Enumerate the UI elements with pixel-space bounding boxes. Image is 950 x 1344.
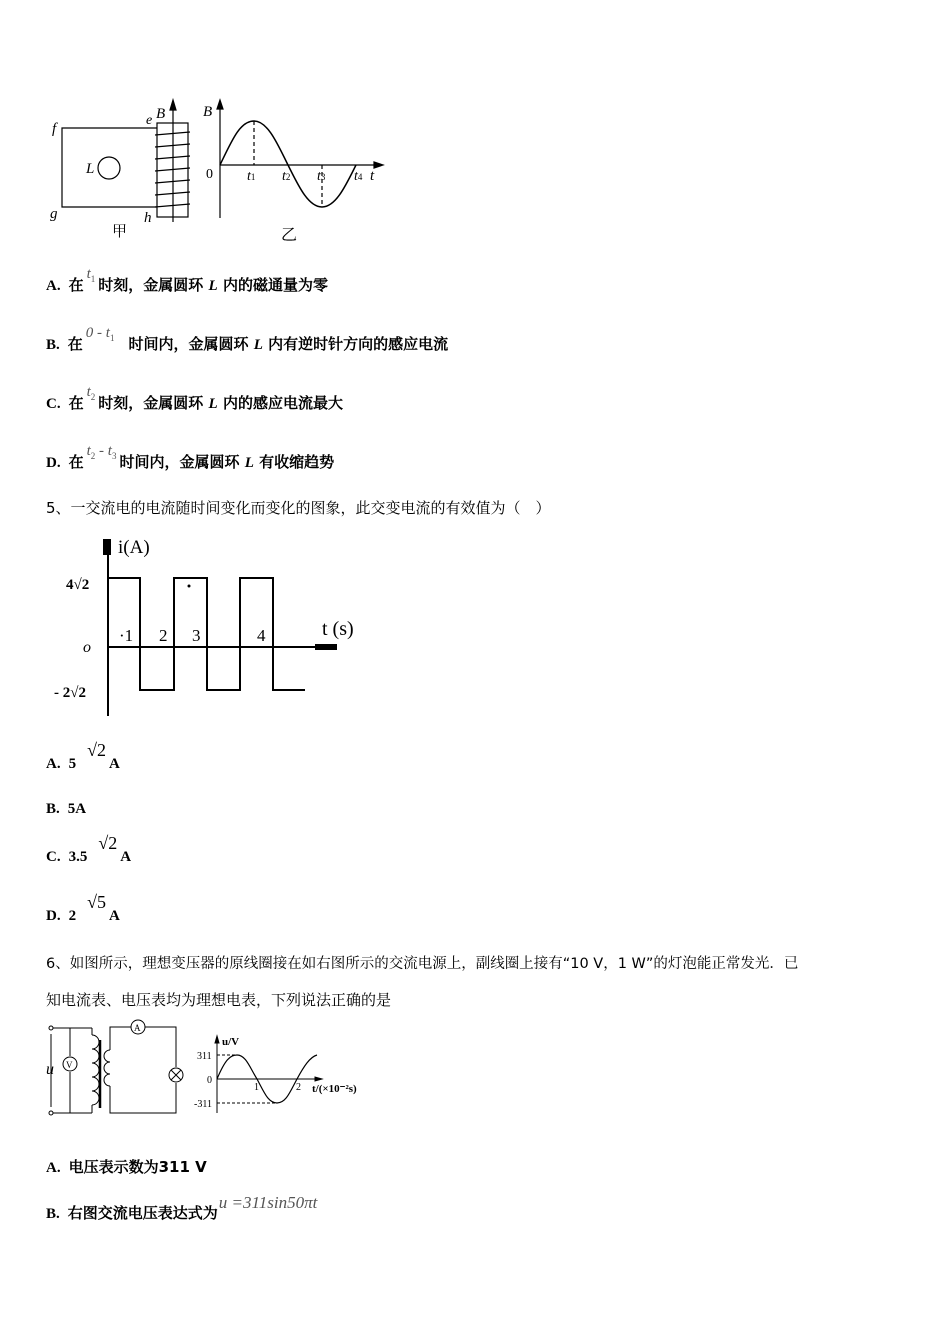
option-value: 5A: [67, 801, 87, 817]
q6-tick-2: 2: [296, 1082, 301, 1093]
q5-xlabel: t (s): [322, 618, 354, 640]
voltmeter-icon: V: [66, 1060, 73, 1070]
q5-low-label: - 2√2: [54, 685, 86, 701]
ammeter-icon: A: [134, 1023, 141, 1033]
q6-xlabel: t/(×10⁻²s): [312, 1083, 357, 1095]
label-ring-l: L: [86, 161, 95, 177]
option-letter: B.: [46, 801, 60, 817]
option-text: 在: [68, 276, 84, 294]
caption-yi: 乙: [281, 227, 298, 244]
q5-option-b: [46, 799, 94, 818]
option-text: 在: [67, 335, 83, 353]
q5-option-a: [46, 740, 128, 773]
q6-stem-line1: 6、如图所示，理想变压器的原线圈接在如右图所示的交流电源上，副线圈上接有“10 V，1 W”的灯泡能正常发光．已: [46, 956, 799, 972]
option-letter: A.: [46, 1160, 61, 1176]
option-text: 时刻，金属圆环: [98, 394, 204, 412]
origin-label: 0: [206, 167, 213, 182]
q5-high-label: 4√2: [66, 577, 90, 593]
figure-yi-b-t-graph: [217, 100, 383, 218]
q5-tick-2: 2: [159, 626, 168, 645]
math-t1: $t_1$: [86, 266, 96, 284]
option-text: 时间内，金属圆环: [119, 453, 240, 471]
option-letter: C.: [46, 849, 61, 865]
option-text: 内的磁通量为零: [222, 276, 328, 294]
q5-tick-1: ·1: [119, 626, 134, 645]
q5-tick-3: 3: [192, 626, 201, 645]
tick-t3: t3: [317, 169, 326, 184]
math-0-t1: $0 - t_1$: [85, 325, 115, 343]
label-h: h: [144, 210, 152, 226]
var-l: L: [253, 337, 263, 353]
option-letter: B.: [46, 337, 60, 353]
option-letter: A.: [46, 756, 61, 772]
q6-max-label: 311: [197, 1051, 212, 1062]
option-unit: A: [120, 849, 132, 865]
option-text: 右图交流电压表达式为: [67, 1204, 218, 1222]
option-letter: B.: [46, 1206, 60, 1222]
q6-origin: 0: [207, 1075, 212, 1086]
option-letter: D.: [46, 908, 61, 924]
q6-option-a: [46, 1156, 207, 1177]
q6-ylabel: u/V: [222, 1036, 240, 1048]
option-text: 内的感应电流最大: [222, 394, 343, 412]
caption-jia: 甲: [112, 224, 128, 240]
option-text: 有收缩趋势: [259, 453, 335, 471]
q4-option-a: [46, 266, 328, 296]
tick-t4: t4: [354, 169, 363, 184]
option-unit: A: [108, 756, 120, 772]
var-l: L: [208, 396, 218, 412]
math-t2-t3: $t_2 - t_3$: [86, 443, 117, 461]
label-e: e: [146, 113, 153, 128]
q5-origin: o: [83, 639, 91, 656]
q5-ylabel: i(A): [118, 537, 150, 558]
tick-t2: t2: [282, 169, 291, 184]
q4-option-b: [46, 325, 449, 355]
option-text: 在: [68, 453, 84, 471]
option-letter: A.: [46, 278, 61, 294]
option-value: 2: [68, 908, 77, 924]
var-l: L: [208, 278, 218, 294]
stray-dot: [188, 585, 191, 588]
figure-jia-solenoid-circuit: [62, 100, 190, 222]
math-t2: $t_2$: [86, 384, 96, 402]
option-text: 内有逆时针方向的感应电流: [268, 335, 449, 353]
tick-t1: t1: [247, 169, 256, 184]
root-expr: √2: [87, 740, 106, 760]
option-unit: A: [108, 908, 120, 924]
q6-tick-1: 1: [254, 1082, 259, 1093]
axis-label-t: t: [370, 168, 375, 184]
q4-option-c: [46, 384, 343, 414]
option-text: 时间内，金属圆环: [128, 335, 249, 353]
math-expression: u =311sin50πt: [218, 1193, 318, 1212]
q6-option-b: [46, 1193, 320, 1223]
q5-stem: 5、一交流电的电流随时间变化而变化的图象，此交变电流的有效值为（ ）: [46, 499, 551, 517]
option-value: 3.5: [68, 849, 88, 865]
q4-option-d: [46, 443, 335, 473]
q6-label-u: u: [46, 1061, 54, 1078]
var-l: L: [244, 455, 254, 471]
q5-option-d: [46, 892, 128, 925]
q6-min-label: -311: [194, 1099, 212, 1110]
q6-stem-line2: 知电流表、电压表均为理想电表，下列说法正确的是: [46, 991, 392, 1009]
label-f: f: [52, 121, 57, 137]
option-letter: D.: [46, 455, 61, 471]
option-text: 在: [68, 394, 84, 412]
option-text: 电压表示数为311 V: [68, 1158, 207, 1176]
q5-tick-4: 4: [257, 626, 266, 645]
label-g: g: [50, 206, 58, 222]
option-value: 5: [68, 756, 77, 772]
root-expr: √5: [87, 892, 106, 912]
label-b-field: B: [156, 106, 166, 122]
q5-option-c: [46, 833, 139, 866]
option-text: 时刻，金属圆环: [98, 276, 204, 294]
option-letter: C.: [46, 396, 61, 412]
axis-label-b: B: [203, 104, 213, 120]
root-expr: √2: [98, 833, 118, 853]
q5-current-graph: [104, 540, 337, 716]
